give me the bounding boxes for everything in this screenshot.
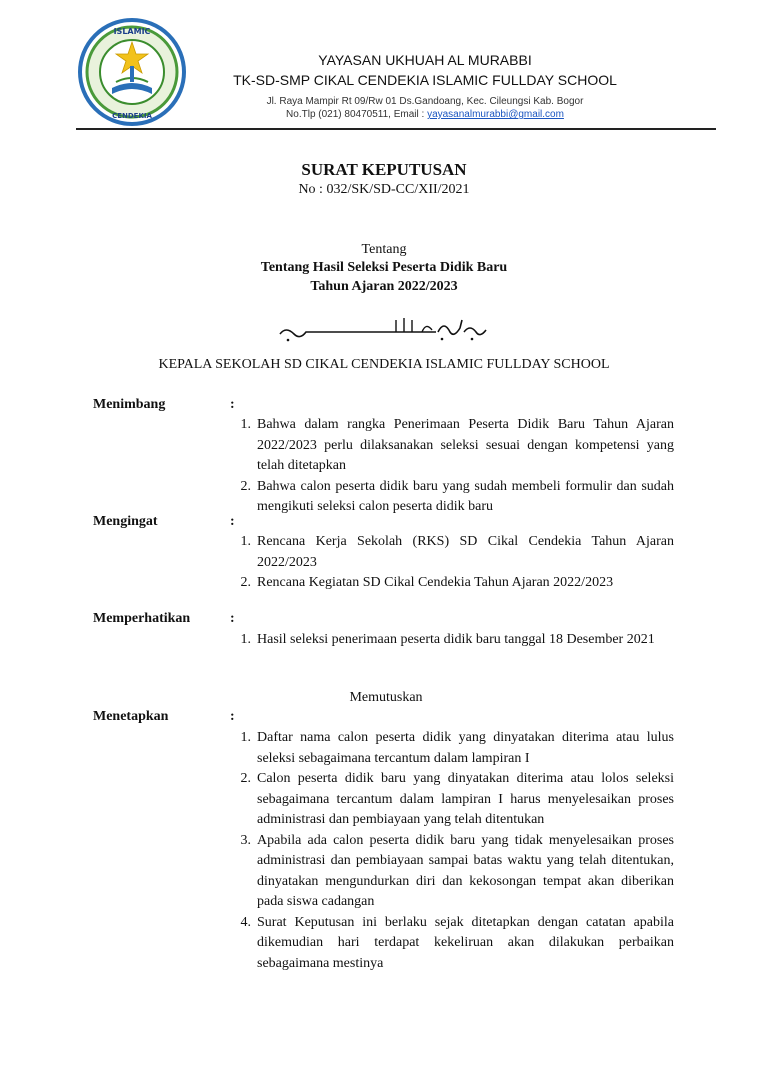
svg-text:CENDEKIA: CENDEKIA [112, 112, 152, 120]
list-text: Bahwa dalam rangka Penerimaan Peserta Didik Baru Tahun Ajaran 2022/2023 perlu dilaksanakan seleksi sesuai dengan kompetensi yang telah ditetapkan [257, 417, 674, 473]
school-address: Jl. Raya Mampir Rt 09/Rw 01 Ds.Gandoang, Kec. Cileungsi Kab. Bogor [266, 96, 584, 107]
academic-year: Tahun Ajaran 2022/2023 [310, 279, 458, 294]
list-item [232, 769, 674, 831]
document-title: SURAT KEPUTUSAN [301, 160, 467, 179]
mengingat-list [232, 532, 674, 594]
list-item [232, 913, 674, 975]
list-number: 1. [240, 632, 251, 647]
list-text: Surat Keputusan ini berlaku sejak ditetapkan dengan catatan apabila dikemudian hari terdapat kekeliruan akan dilakukan perbaikan sebagaimana mestinya [257, 914, 674, 971]
basmala-calligraphy [276, 312, 492, 348]
menetapkan-colon: : [230, 709, 235, 724]
menimbang-label: Menimbang [93, 397, 166, 412]
list-text: Bahwa calon peserta didik baru yang sudah membeli formulir dan sudah mengikuti seleksi calon peserta didik baru [257, 478, 674, 514]
svg-text:ISLAMIC: ISLAMIC [113, 27, 151, 36]
memutuskan-heading: Memutuskan [349, 690, 423, 705]
list-number: 2. [240, 478, 251, 494]
principal-heading: KEPALA SEKOLAH SD CIKAL CENDEKIA ISLAMIC FULLDAY SCHOOL [158, 357, 610, 372]
list-text: Rencana Kerja Sekolah (RKS) SD Cikal Cendekia Tahun Ajaran 2022/2023 [257, 534, 674, 570]
memperhatikan-list [232, 630, 674, 651]
mengingat-label: Mengingat [93, 514, 158, 529]
list-item [232, 532, 674, 573]
header-divider [76, 128, 716, 130]
email-link[interactable]: yayasanalmurabbi@gmail.com [427, 109, 564, 120]
school-contact [190, 109, 660, 120]
memperhatikan-colon: : [230, 611, 235, 626]
list-item [232, 477, 674, 518]
list-item [232, 630, 674, 651]
list-text: Apabila ada calon peserta didik baru yang tidak menyelesaikan proses administrasi dan pembiayaan sampai batas waktu yang telah ditentukan, dinyatakan mengundurkan diri dan kekosongan tempat akan diberikan pada siswa cadangan [257, 832, 674, 909]
tentang-title: Tentang Hasil Seleksi Peserta Didik Baru [260, 260, 508, 275]
mengingat-colon: : [230, 514, 235, 529]
list-item [232, 573, 674, 594]
list-text: Calon peserta didik baru yang dinyatakan diterima atau lolos seleksi sebagaimana tercantum dalam lampiran I harus menyelesaikan proses administrasi dan pembiayaan yang telah ditentukan [257, 771, 674, 827]
list-text: Hasil seleksi penerimaan peserta didik baru tanggal 18 Desember 2021 [257, 632, 655, 647]
list-number: 3. [240, 832, 251, 848]
list-item [232, 415, 674, 477]
list-item [232, 831, 674, 913]
menetapkan-label: Menetapkan [93, 709, 169, 724]
list-number: 2. [240, 771, 251, 786]
memperhatikan-label: Memperhatikan [93, 611, 191, 626]
menetapkan-list [232, 728, 674, 974]
list-number: 2. [240, 575, 251, 590]
menimbang-list [232, 415, 674, 518]
document-number: No : 032/SK/SD-CC/XII/2021 [298, 182, 470, 197]
list-number: 4. [240, 914, 251, 930]
list-number: 1. [240, 417, 251, 432]
list-number: 1. [240, 534, 251, 549]
school-logo [76, 16, 188, 128]
list-item [232, 728, 674, 769]
tentang-label: Tentang [361, 242, 407, 257]
list-number: 1. [240, 730, 251, 745]
list-text: Rencana Kegiatan SD Cikal Cendekia Tahun Ajaran 2022/2023 [257, 575, 614, 590]
menimbang-colon: : [230, 397, 235, 412]
foundation-name: YAYASAN UKHUAH AL MURABBI [318, 52, 532, 68]
list-text: Daftar nama calon peserta didik yang dinyatakan diterima atau lulus seleksi sebagaimana tercantum dalam lampiran I [257, 730, 674, 766]
contact-prefix: No.Tlp (021) 80470511, Email : [286, 109, 428, 120]
school-name: TK-SD-SMP CIKAL CENDEKIA ISLAMIC FULLDAY SCHOOL [233, 72, 617, 88]
